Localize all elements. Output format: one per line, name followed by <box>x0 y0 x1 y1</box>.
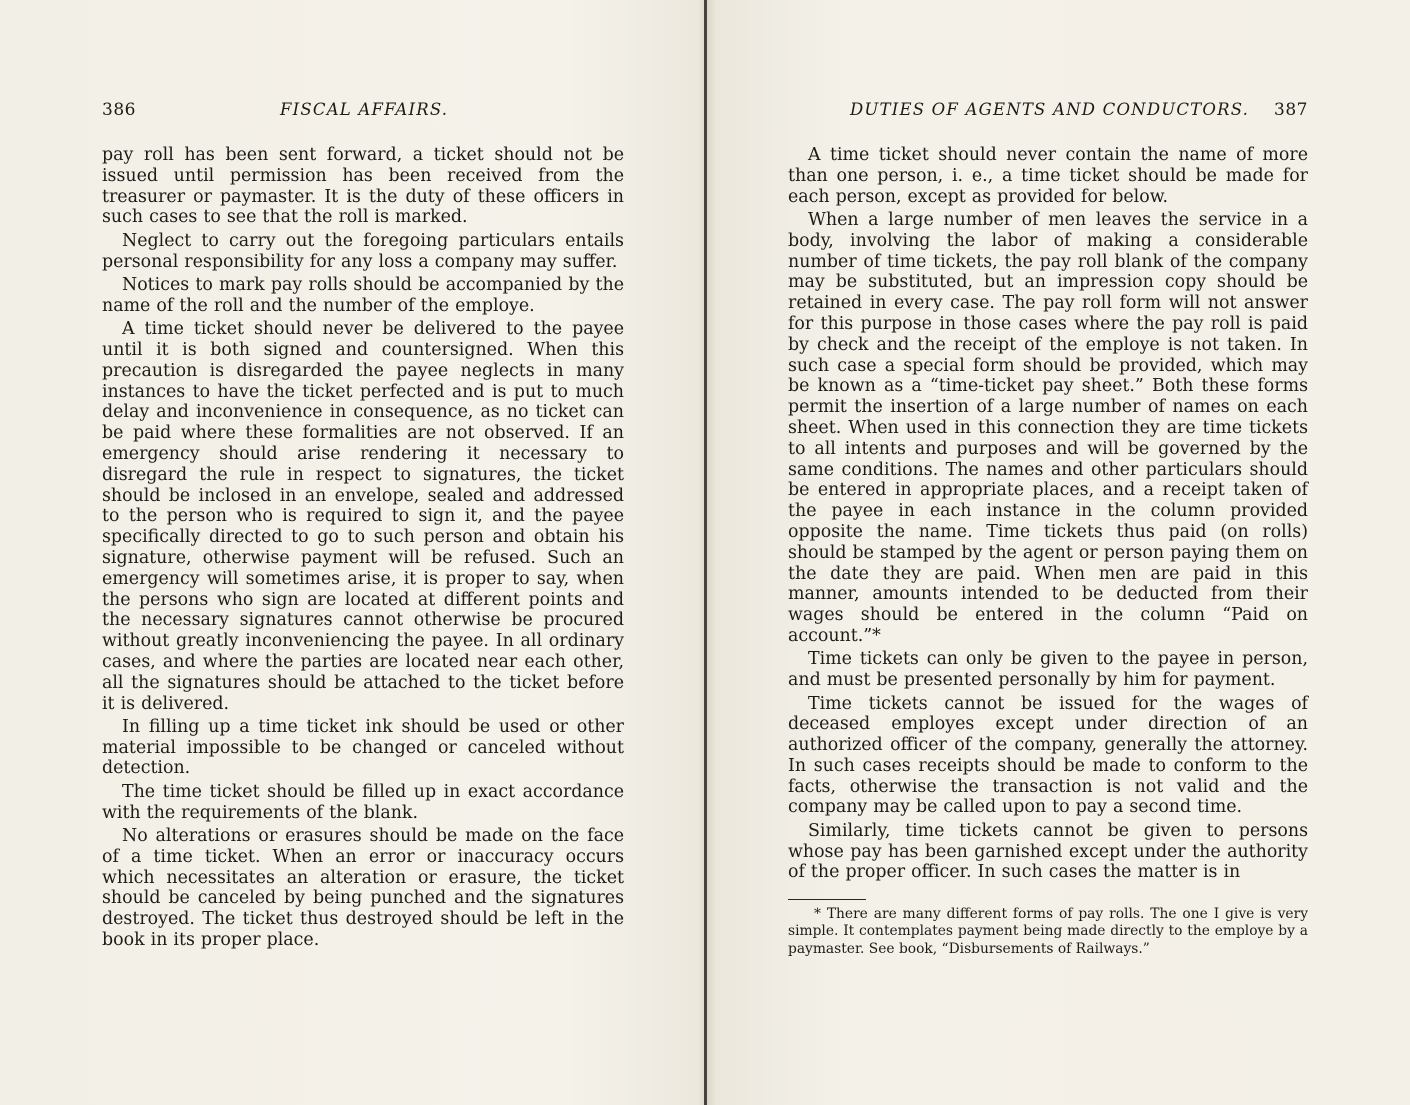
left-body-text <box>102 145 624 953</box>
footnote-rule <box>788 899 866 900</box>
right-page-number: 387 <box>1274 100 1308 120</box>
left-running-head <box>102 100 624 124</box>
right-paragraph: A time ticket should never contain the name of more than one person, i. e., a time ticket should be made for each person, except as provided for below. <box>788 145 1308 207</box>
right-running-head <box>788 100 1308 124</box>
left-paragraph: No alterations or erasures should be made on the face of a time ticket. When an error or inaccuracy occurs which necessitates an alteration or erasure, the ticket should be canceled by being punched and the signatures destroyed. The ticket thus destroyed should be left in the book in its proper place. <box>102 826 624 951</box>
left-page-number: 386 <box>102 100 136 120</box>
left-paragraph: A time ticket should never be delivered to the payee until it is both signed and countersigned. When this precaution is disregarded the payee neglects in many instances to have the ticket perfected and is put to much delay and inconvenience in consequence, as no ticket can be paid where these formalities are not observed. If an emergency should arise rendering it necessary to disregard the rule in respect to signatures, the ticket should be inclosed in an envelope, sealed and addressed to the person who is required to sign it, and the payee specifically directed to go to such person and obtain his signature, otherwise payment will be refused. Such an emergency will sometimes arise, it is proper to say, when the persons who sign are located at different points and the necessary signatures cannot otherwise be procured without greatly inconveniencing the payee. In all ordinary cases, and where the parties are located near each other, all the signatures should be attached to the ticket before it is delivered. <box>102 319 624 714</box>
left-paragraph: pay roll has been sent forward, a ticket should not be issued until permission has been received from the treasurer or paymaster. It is the duty of these officers in such cases to see that the roll is marked. <box>102 145 624 228</box>
right-paragraph: Similarly, time tickets cannot be given to persons whose pay has been garnished except under the authority of the proper officer. In such cases the matter is in <box>788 820 1308 883</box>
right-paragraph: When a large number of men leaves the service in a body, involving the labor of making a considerable number of time tickets, the pay roll blank of the company may be substituted, but an impression copy should be retained in every case. The pay roll form will not answer for this purpose in those cases where the pay roll is paid by check and the receipt of the employe is not taken. In such case a special form should be provided, which may be known as a “time-ticket pay sheet.” Both these forms permit the insertion of a large number of names on each sheet. When used in this connection they are time tickets to all intents and purposes and will be governed by the same conditions. The names and other particulars should be entered in appropriate places, and a receipt taken of the payee in each instance in the column provided opposite the name. Time tickets thus paid (on rolls) should be stamped by the agent or person paying them on the date they are paid. When men are paid in this manner, amounts intended to be deducted from their wages should be entered in the column “Paid on account.”* <box>788 209 1308 646</box>
right-running-title: DUTIES OF AGENTS AND CONDUCTORS. <box>850 100 1250 119</box>
right-paragraph: Time tickets cannot be issued for the wages of deceased employes except under direction of an authorized officer of the company, generally the attorney. In such cases receipts should be made to conform to the facts, otherwise the transaction is not valid and the company may be called upon to pay a second time. <box>788 693 1308 818</box>
left-paragraph: Notices to mark pay rolls should be accompanied by the name of the roll and the number of the employe. <box>102 274 624 316</box>
book-gutter <box>704 0 707 1105</box>
footnote: * There are many different forms of pay rolls. The one I give is very simple. It contemplates payment being made directly to the employe by a paymaster. See book, “Disbursements of Railways.” <box>788 906 1308 957</box>
left-paragraph: In filling up a time ticket ink should be used or other material impossible to be changed or canceled without detection. <box>102 716 624 779</box>
left-running-title: FISCAL AFFAIRS. <box>280 100 449 119</box>
right-body-text <box>788 145 1308 886</box>
left-paragraph: Neglect to carry out the foregoing particulars entails personal responsibility for any loss a company may suffer. <box>102 230 624 272</box>
left-paragraph: The time ticket should be filled up in exact accordance with the requirements of the blank. <box>102 781 624 823</box>
right-paragraph: Time tickets can only be given to the payee in person, and must be presented personally by him for payment. <box>788 649 1308 691</box>
